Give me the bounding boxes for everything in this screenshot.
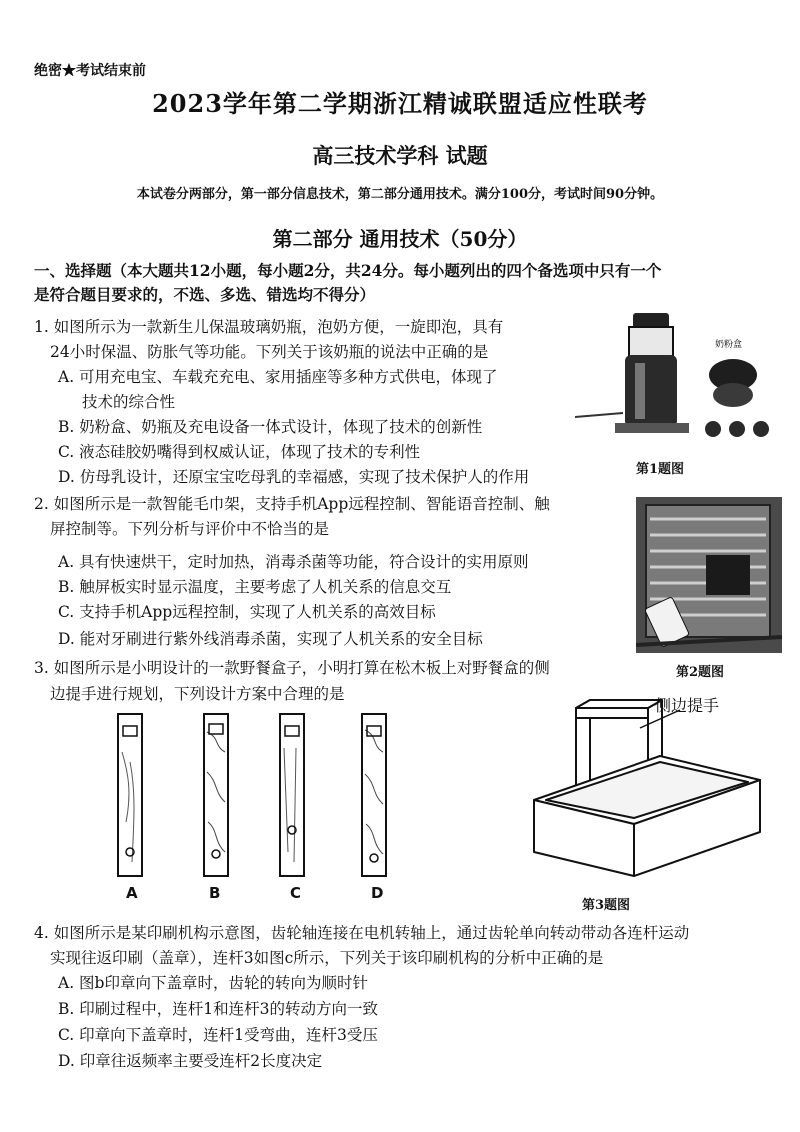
section-title: 第二部分 通用技术（50分） (272, 227, 528, 251)
q2-caption: 第2题图 (676, 665, 725, 680)
q4-option-a: A. 图b印章向下盖章时，齿轮的转向为顺时针 (58, 974, 368, 992)
q1-stem-line-1: 1. 如图所示为一款新生儿保温玻璃奶瓶，泡奶方便，一旋即泡，具有 (34, 318, 504, 336)
q3-board-options (110, 712, 400, 880)
q4-option-d: D. 印章往返频率主要受连杆2长度决定 (58, 1052, 323, 1070)
q1-option-a-line-2: 技术的综合性 (82, 393, 176, 411)
q1-bottle-figure (565, 305, 775, 455)
q4-stem-line-2: 实现往返印刷（盖章），连杆3如图c所示，下列关于该印刷机构的分析中正确的是 (50, 949, 604, 967)
q3-board-a (118, 714, 142, 876)
q1-option-d: D. 仿母乳设计，还原宝宝吃母乳的幸福感，实现了技术保护人的作用 (58, 468, 530, 486)
q3-stem-line-1: 3. 如图所示是小明设计的一款野餐盒子，小明打算在松木板上对野餐盒的侧 (34, 659, 550, 677)
instructions-line-1: 一、选择题（本大题共12小题，每小题2分，共24分。每小题列出的四个备选项中只有一个 (34, 261, 662, 280)
q1-option-b: B. 奶粉盒、奶瓶及充电设备一体式设计，体现了技术的创新性 (58, 418, 483, 436)
instructions-line-2: 是符合题目要求的，不选、多选、错选均不得分） (34, 285, 376, 304)
q3-option-a-label: A (126, 884, 138, 902)
q3-stem-line-2: 边提手进行规划，下列设计方案中合理的是 (50, 685, 345, 703)
q4-option-c: C. 印章向下盖章时，连杆1受弯曲，连杆3受压 (58, 1026, 378, 1044)
q3-option-d-label: D (371, 884, 384, 902)
q1-fig-label: 奶粉盒 (715, 340, 743, 350)
q3-caption: 第3题图 (582, 898, 631, 913)
q3-option-c-label: C (290, 884, 302, 902)
q2-towel-rack-figure (636, 497, 782, 653)
q3-option-b-label: B (209, 884, 221, 902)
q2-stem-line-2: 屏控制等。下列分析与评价中不恰当的是 (50, 520, 330, 538)
q3-board-d (362, 714, 386, 876)
q1-caption: 第1题图 (636, 462, 685, 477)
q1-option-a-line-1: A. 可用充电宝、车载充充电、家用插座等多种方式供电，体现了 (58, 368, 498, 386)
q2-stem-line-1: 2. 如图所示是一款智能毛巾架，支持手机App远程控制、智能语音控制、触 (34, 495, 550, 513)
exam-subtitle: 高三技术学科 试题 (312, 143, 488, 168)
confidential-label: 绝密★考试结束前 (34, 63, 146, 79)
q2-option-d: D. 能对牙刷进行紫外线消毒杀菌，实现了人机关系的安全目标 (58, 630, 483, 648)
q3-picnic-box-figure (520, 688, 780, 888)
q1-option-c: C. 液态硅胶奶嘴得到权威认证，体现了技术的专利性 (58, 443, 421, 461)
q2-option-c: C. 支持手机App远程控制，实现了人机关系的高效目标 (58, 603, 436, 621)
q3-handle-label: 侧边提手 (655, 696, 720, 715)
q4-stem-line-1: 4. 如图所示是某印刷机构示意图，齿轮轴连接在电机转轴上，通过齿轮单向转动带动各连杆运动 (34, 924, 690, 942)
exam-note: 本试卷分两部分，第一部分信息技术，第二部分通用技术。满分100分，考试时间90分钟。 (136, 187, 664, 202)
q2-option-a: A. 具有快速烘干，定时加热，消毒杀菌等功能，符合设计的实用原则 (58, 553, 529, 571)
q3-board-b (204, 714, 228, 876)
q3-board-c (280, 714, 304, 876)
q1-stem-line-2: 24小时保温、防胀气等功能。下列关于该奶瓶的说法中正确的是 (50, 343, 489, 361)
exam-title: 2023学年第二学期浙江精诚联盟适应性联考 (152, 89, 648, 118)
q4-option-b: B. 印刷过程中，连杆1和连杆3的转动方向一致 (58, 1000, 378, 1018)
q2-option-b: B. 触屏板实时显示温度，主要考虑了人机关系的信息交互 (58, 578, 452, 596)
